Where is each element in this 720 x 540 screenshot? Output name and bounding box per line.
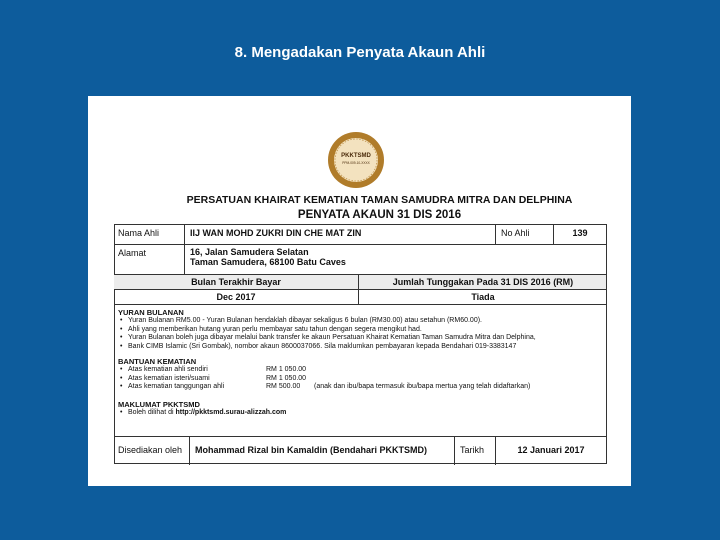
bantuan-item: • Atas kematian isteri/suami RM 1 050.00 [118,375,603,384]
yuran-item: • Yuran Bulanan boleh juga dibayar melalui bank transfer ke akaun Persatuan Khairat Kematian Taman Samudra Mitra dan Delphina, [118,334,603,343]
arrears-label: Jumlah Tunggakan Pada 31 DIS 2016 (RM) [392,277,574,287]
logo-text-top: PKKTSMD [341,153,371,159]
statement-title: PENYATA AKAUN 31 DIS 2016 [297,209,462,221]
member-no-label: No Ahli [501,228,530,238]
address-label: Alamat [118,248,147,258]
yuran-item: • Ahli yang memberikan hutang yuran perlu membayar satu tahun dengan segera mengikut had. [118,326,603,335]
bantuan-item: • Atas kematian tanggungan ahli RM 500.00 (anak dan ibu/bapa termasuk ibu/bapa mertua yang telah didaftarkan) [118,383,603,392]
yuran-heading: YURAN BULANAN [118,308,184,317]
bantuan-heading: BANTUAN KEMATIAN [118,357,197,366]
date-value: 12 Januari 2017 [517,445,585,455]
address-line2: Taman Samudera, 68100 Batu Caves [190,257,346,267]
member-no-value: 139 [572,228,588,238]
bantuan-item: • Atas kematian ahli sendiri RM 1 050.00 [118,366,603,375]
logo-text-mid: PPM-009-10-XXXX [342,161,370,165]
statement-table [114,224,607,464]
maklumat-item: • Boleh dilihat di http://pkktsmd.surau-alizzah.com [118,409,603,418]
bantuan-section [118,357,603,392]
maklumat-heading: MAKLUMAT PKKTSMD [118,400,200,409]
yuran-item: • Yuran Bulanan RM5.00 - Yuran Bulanan hendaklah dibayar sekaligus 6 bulan (RM30.00) atau setahun (RM60.00). [118,317,603,326]
statement-document [88,96,631,486]
name-value: IIJ WAN MOHD ZUKRI DIN CHE MAT ZIN [190,228,362,238]
date-label: Tarikh [460,445,485,455]
member-name-row [114,225,606,245]
info-section [114,305,606,437]
prepared-label: Disediakan oleh [118,445,183,455]
slide-title: 8. Mengadakan Penyata Akaun Ahli [234,44,486,61]
address-row [114,245,606,275]
yuran-section [118,308,603,351]
address-line1: 16, Jalan Samudera Selatan [190,247,309,257]
last-paid-value: Dec 2017 [216,292,256,302]
footer-row [114,437,606,465]
yuran-item: • Bank CIMB Islamic (Sri Gombak), nombor akaun 8600037066. Sila maklumkan pembayaran kepada Bendahari 019-3383147 [118,343,603,352]
last-paid-label: Bulan Terakhir Bayar [191,277,281,287]
website-link[interactable]: http://pkktsmd.surau-alizzah.com [175,409,287,416]
payment-value-row [114,290,606,305]
association-logo [326,130,386,190]
organization-name: PERSATUAN KHAIRAT KEMATIAN TAMAN SAMUDRA MITRA DAN DELPHINA [186,194,573,206]
prepared-value: Mohammad Rizal bin Kamaldin (Bendahari PKKTSMD) [195,445,428,455]
name-label: Nama Ahli [118,228,160,238]
arrears-value: Tiada [471,292,495,302]
payment-header-row [114,275,606,290]
maklumat-section [118,400,603,418]
